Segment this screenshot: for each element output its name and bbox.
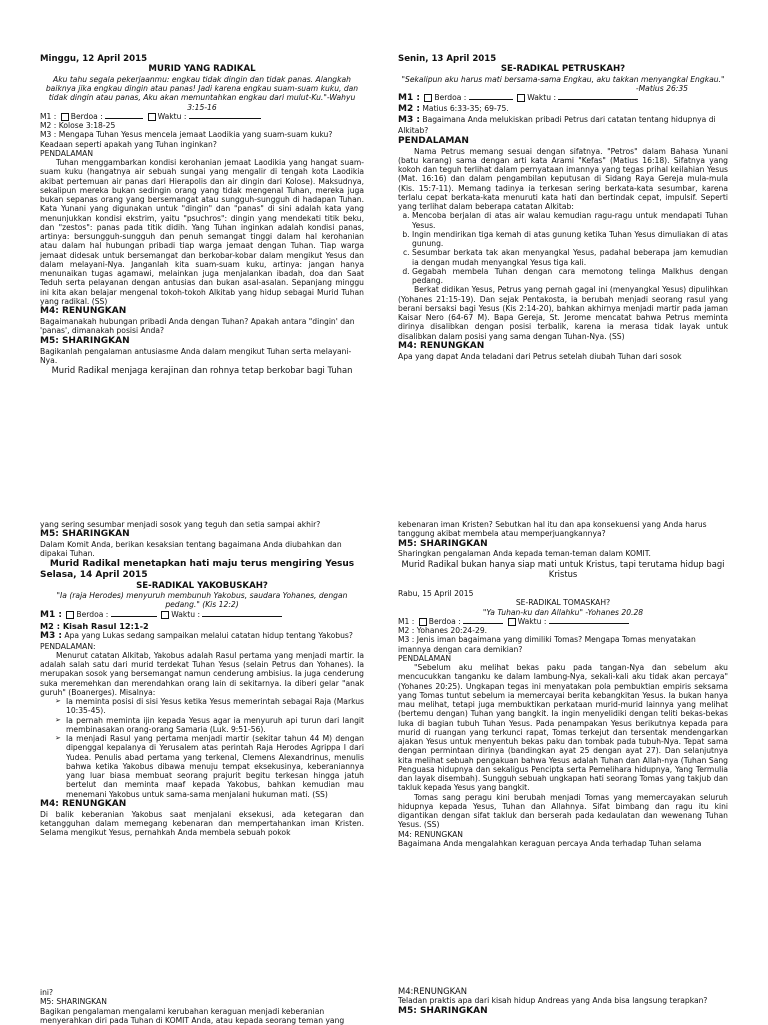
m2-reading: M2 : Kolose 3:18-25 xyxy=(40,121,364,130)
example-list xyxy=(40,697,364,799)
devotional-wednesday xyxy=(398,520,728,848)
tail-continued: ini? xyxy=(40,988,364,997)
continued-text: kebenaran iman Kristen? Sebutkan hal itu dan apa konsekuensi yang Anda harus tanggung akibat membela atau memperjuangkannya? xyxy=(398,520,728,539)
devotional-title: MURID YANG RADIKAL xyxy=(40,64,364,74)
date-heading: Selasa, 14 April 2015 xyxy=(40,570,364,581)
closing-line: Murid Radikal menetapkan hati maju terus mengiring Yesus xyxy=(40,559,364,570)
time-field[interactable] xyxy=(558,99,638,100)
tail-text: Teladan praktis apa dari kisah hidup Andreas yang Anda bisa langsung terapkan? xyxy=(398,996,728,1005)
page-tail-right xyxy=(398,986,728,1016)
closing-line: Murid Radikal bukan hanya siap mati untuk Kristus, tapi terutama hidup bagi Kristus xyxy=(398,559,728,580)
m1-row: M1 : Berdoa : Waktu : xyxy=(398,93,728,104)
pendalaman-body: Tuhan menggambarkan kondisi kerohanian jemaat Laodikia yang hangat suam-suam kuku (hangatnya air sebuah sungai yang mengalir di tengah kota Laodikia akibat pertemuan air panas dari Hierapolis dan air dingin dari Kolose). Maksudnya, sekalipun mereka bukan sedingin orang yang tidak mengenal Tuhan, mereka juga bukan sepanas orang yang bersemangat atau sungguh-sungguh di hadapan Tuhan. Kata Yunani yang digunakan untuk "dingin" dan "panas" di sini adalah kata yang menunjukkan kondisi ekstrim, yaitu "psuchros": dingin yang mendekati titik beku, dan "zestos": panas pada titik didih. Yang Tuhan inginkan adalah kondisi panas, artinya: bersungguh-sungguh dan penuh semangat tinggi dalam hal kerohanian atau dalam hal hubungan pribadi tiap warga jemaat dengan Tuhan. Tiap warga jemaat didesak untuk bersemangat dan berkobar-kobar dalam mengikut Yesus dan dalam melayani-Nya. Janganlah kita suam-suam kuku, artinya: jangan hanya menunaikan tugas agamawi, melainkan juga menjalankan ibadah, doa dan Saat Teduh serta pelayanan dengan antusias dan bukan asal-asalan. Sepanjang minggu ini kita akan belajar mengenal tokoh-tokoh Alkitab yang hidup sebagai Murid Tuhan yang radikal. (SS) xyxy=(40,158,364,306)
m3-question: M3 : Bagaimana Anda melukiskan pribadi Petrus dari catatan tentang hidupnya di Alkitab? xyxy=(398,115,728,135)
m4-text: Bagaimanakah hubungan pribadi Anda dengan Tuhan? Apakah antara "dingin' dan 'panas', dimanakah posisi Anda? xyxy=(40,317,364,336)
m4-text: Bagaimana Anda mengalahkan keraguan percaya Anda terhadap Tuhan selama xyxy=(398,839,728,848)
m4-text: Di balik keberanian Yakobus saat menjalani eksekusi, ada ketegaran dan ketangguhan dalam memegang kebenaran dan mempertahankan iman Kristen. Selama mengikut Yesus, pernahkah Anda membela sebuah pokok xyxy=(40,810,364,838)
m3-question: M3 : Mengapa Tuhan Yesus mencela jemaat Laodikia yang suam-suam kuku? Keadaan seperti apakah yang Tuhan inginkan? xyxy=(40,130,364,149)
date-heading: Rabu, 15 April 2015 xyxy=(398,589,728,598)
list-item: ➢ Ia menjadi Rasul yang pertama menjadi martir (sekitar tahun 44 M) dengan dipenggal kepalanya di Yerusalem atas perintah Raja Herodes Agrippa I dari Yudea. Penulis abad pertama yang terkenal, Clemens Alexandrinus, menulis bahwa ketika Yakobus dibawa menuju tempat eksekusinya, keberaniannya yang luar biasa membuat seorang prajurit begitu terkesan hingga jatuh bertelut dan meminta maaf kepada Yakobus, bahkan kemudian mau menemani Yakobus untuk sama-sama menjalani hukuman mati. (SS) xyxy=(66,734,364,799)
prayer-checkbox[interactable] xyxy=(419,618,427,626)
list-item: b. Ingin mendirikan tiga kemah di atas gunung ketika Tuhan Yesus dimuliakan di atas gunung. xyxy=(412,230,728,249)
list-item: ➢ Ia meminta posisi di sisi Yesus ketika Yesus memerintah sebagai Raja (Markus 10:35-45). xyxy=(66,697,364,716)
devotional-title: SE-RADIKAL TOMASKAH? xyxy=(398,598,728,607)
prayer-field[interactable] xyxy=(463,623,503,624)
time-checkbox[interactable] xyxy=(161,611,169,619)
pendalaman-heading: PENDALAMAN xyxy=(40,149,364,158)
list-item: a. Mencoba berjalan di atas air walau kemudian ragu-ragu untuk mendapati Tuhan Yesus. xyxy=(412,211,728,230)
bible-verse: "Ia (raja Herodes) menyuruh membunuh Yakobus, saudara Yohanes, dengan pedang." (Kis 12:2) xyxy=(40,591,364,610)
pendalaman-heading: PENDALAMAN xyxy=(398,136,728,147)
m2-reading: M2 : Matius 6:33-35; 69-75. xyxy=(398,104,728,115)
time-field[interactable] xyxy=(202,616,282,617)
bible-verse: Aku tahu segala pekerjaanmu: engkau tidak dingin dan tidak panas. Alangkah baiknya jika engkau dingin atau panas! Jadi karena engkau suam-suam kuku, dan tidak dingin atau panas, Aku akan memuntahkan engkau dari mulut-Ku."-Wahyu 3:15-16 xyxy=(40,75,364,112)
time-checkbox[interactable] xyxy=(148,113,156,121)
m4-heading: M4: RENUNGKAN xyxy=(40,306,364,317)
tail-text: Bagikan pengalaman mengalami kerubahan keraguan menjadi keberanian menyerahkan diri pada Tuhan di KOMIT Anda, atau kepada seorang teman yang xyxy=(40,1007,364,1025)
prayer-field[interactable] xyxy=(111,616,157,617)
m4-heading: M4: RENUNGKAN xyxy=(398,830,728,839)
devotional-title: SE-RADIKAL YAKOBUSKAH? xyxy=(40,581,364,591)
m5-heading: M5: SHARINGKAN xyxy=(40,529,364,540)
prayer-checkbox[interactable] xyxy=(61,113,69,121)
devotional-monday xyxy=(398,54,728,361)
m4-heading: M4: RENUNGKAN xyxy=(398,341,728,352)
m4-heading: M4: RENUNGKAN xyxy=(40,799,364,810)
pendalaman-heading: PENDALAMAN xyxy=(398,654,728,663)
devotional-sunday xyxy=(40,54,364,375)
list-item: ➢ Ia pernah meminta ijin kepada Yesus agar ia menyuruh api turun dari langit membinasakan orang-orang Samaria (Luk. 9:51-56). xyxy=(66,716,364,735)
tail-m5-heading: M5: SHARINGKAN xyxy=(40,997,364,1006)
pendalaman-body-2: Berkat didikan Yesus, Petrus yang pernah gagal ini (menyangkal Yesus) dipulihkan (Yohanes 21:15-19). Dan sejak Pentakosta, ia berubah menjadi seorang rasul yang berani bersaksi bagi Yesus (Kis 2:14-20), bahkan akhirnya menjadi martir pada jaman Kaisar Nero (64-67 M). Bapa Gereja, St. Jerome mencatat bahwa Petrus meminta dirinya disalibkan dengan posisi terbalik, karena ia merasa tidak layak untuk disalibkan dalam posisi yang sama dengan Tuhan-Nya. (SS) xyxy=(398,285,728,341)
closing-line: Murid Radikal menjaga kerajinan dan rohnya tetap berkobar bagi Tuhan xyxy=(40,365,364,375)
list-item: d. Gegabah membela Tuhan dengan cara memotong telinga Malkhus dengan pedang. xyxy=(412,267,728,286)
example-list xyxy=(398,211,728,285)
prayer-checkbox[interactable] xyxy=(66,611,74,619)
m5-heading: M5: SHARINGKAN xyxy=(398,539,728,550)
time-field[interactable] xyxy=(549,623,629,624)
pendalaman-body: Nama Petrus memang sesuai dengan sifatnya. "Petros" dalam Bahasa Yunani (batu karang) sama dengan arti kata Arami "Kefas" (Matius 16:18). Sifatnya yang kokoh dan teguh terlihat dalam pernyataan imannya yang tegas prihal keilahian Yesus (Mat. 16:16) dan dalam pengambilan keputusan di Sidang Raya Gereja mula-mula (Kis. 15:7-11). Memang tadinya ia terkesan sering berkata-kata sesumbar, karena terlalu cepat berkata-kata menuruti kata hati dan bertindak cepat, impulsif. Seperti yang terlihat dalam beberapa catatan Alkitab: xyxy=(398,147,728,212)
tail-m4-heading: M4:RENUNGKAN xyxy=(398,986,728,996)
pendalaman-body-2: Tomas sang peragu kini berubah menjadi Tomas yang memercayakan seluruh hidupnya kepada Yesus, Tuhan dan Allahnya. Sifat bimbang dan ragu itu kini digantikan dengan sifat takluk dan berserah pada kedaulatan dan wewenang Tuhan Yesus. (SS) xyxy=(398,793,728,830)
m5-text: Bagikanlah pengalaman antusiasme Anda dalam mengikut Tuhan serta melayani-Nya. xyxy=(40,347,364,366)
time-checkbox[interactable] xyxy=(508,618,516,626)
time-checkbox[interactable] xyxy=(517,94,525,102)
devotional-title: SE-RADIKAL PETRUSKAH? xyxy=(398,64,728,74)
m5-heading: M5: SHARINGKAN xyxy=(40,336,364,347)
prayer-field[interactable] xyxy=(469,99,513,100)
tail-m5-heading: M5: SHARINGKAN xyxy=(398,1006,728,1017)
devotional-tuesday xyxy=(40,520,364,838)
pendalaman-body: Menurut catatan Alkitab, Yakobus adalah Rasul pertama yang menjadi martir. Ia adalah salah satu dari murid terdekat Tuhan Yesus (selain Petrus dan Yohanes). Ia merupakan sosok yang bersemangat namun cenderung ambisius. Ia juga cenderung suka meremehkan dan merendahkan orang lain di sekitarnya. Ia diberi gelar "anak guruh" (Boanerges). Misalnya: xyxy=(40,651,364,697)
list-item: c. Sesumbar berkata tak akan menyangkal Yesus, padahal beberapa jam kemudian ia dengan mudah menyangkal Yesus tiga kali. xyxy=(412,248,728,267)
bible-verse-ref: -Matius 26:35 xyxy=(398,84,728,93)
time-field[interactable] xyxy=(189,118,261,119)
page-tail-left xyxy=(40,988,364,1025)
m1-row: M1 : Berdoa : Waktu : xyxy=(40,610,364,621)
pendalaman-body: "Sebelum aku melihat bekas paku pada tangan-Nya dan sebelum aku mencucukkan tanganku ke dalam lambung-Nya, sekali-kali aku tidak akan percaya" (Yohanes 20:25). Ungkapan tegas ini menyatakan pola pembuktian empiris seksama yang Tomas tuntut sebelum ia memercayai berita kebangkitan Yesus. Ia bukan hanya mau melihat, tetapi juga membuktikan perkataan murid-murid lainnya yang melihat (bertemu dengan) Tuhan yang bangkit. Ia ingin menyelidiki dengan teliti bekas-bekas luka di bagian tubuh Tuhan Yesus. Pada penampakan Yesus berikutnya kepada para murid di ruangan yang terkunci rapat, Tomas terkejut dan tersentak mendengarkan ajakan Yesus untuk menyentuh bekas paku dan tombak pada tubuh-Nya. Tepat sama dengan permintaan dirinya (bandingkan ayat 25 dengan ayat 27). Dan selanjutnya kita melihat sebuah pengakuan bahwa Yesus adalah Tuhan dan Allah-nya (Tuhan Sang Penguasa hidupnya dan sekaligus Pencipta serta Pemelihara hidupnya, Yang Termulia dan layak disembah). Sungguh sebuah ungkapan hati seorang Tomas yang takjub dan takluk kepada Yesus yang bangkit. xyxy=(398,663,728,793)
m3-question: M3 : Apa yang Lukas sedang sampaikan melalui catatan hidup tentang Yakobus? xyxy=(40,631,364,642)
m5-text: Dalam Komit Anda, berikan kesaksian tentang bagaimana Anda diubahkan dan dipakai Tuhan. xyxy=(40,540,364,559)
date-heading: Senin, 13 April 2015 xyxy=(398,54,728,64)
m1-row: M1 : Berdoa : Waktu : xyxy=(398,617,728,626)
m2-reading: M2 : Yohanes 20:24-29. xyxy=(398,626,728,635)
pendalaman-heading: PENDALAMAN: xyxy=(40,642,364,651)
bible-verse: "Ya Tuhan-ku dan Allahku" -Yohanes 20.28 xyxy=(398,608,728,617)
m5-text: Sharingkan pengalaman Anda kepada teman-teman dalam KOMIT. xyxy=(398,549,728,558)
prayer-checkbox[interactable] xyxy=(424,94,432,102)
bible-verse: "Sekalipun aku harus mati bersama-sama Engkau, aku takkan menyangkal Engkau." xyxy=(398,75,728,84)
prayer-field[interactable] xyxy=(105,118,143,119)
date-heading: Minggu, 12 April 2015 xyxy=(40,54,364,64)
continued-text: yang sering sesumbar menjadi sosok yang teguh dan setia sampai akhir? xyxy=(40,520,364,529)
m3-question: M3 : Jenis iman bagaimana yang dimiliki Tomas? Mengapa Tomas menyatakan imannya dengan cara demikian? xyxy=(398,635,728,654)
m2-reading: M2 : Kisah Rasul 12:1-2 xyxy=(40,621,364,631)
m4-text: Apa yang dapat Anda teladani dari Petrus setelah diubah Tuhan dari sosok xyxy=(398,352,728,361)
m1-row: M1 : Berdoa : Waktu : xyxy=(40,112,364,121)
